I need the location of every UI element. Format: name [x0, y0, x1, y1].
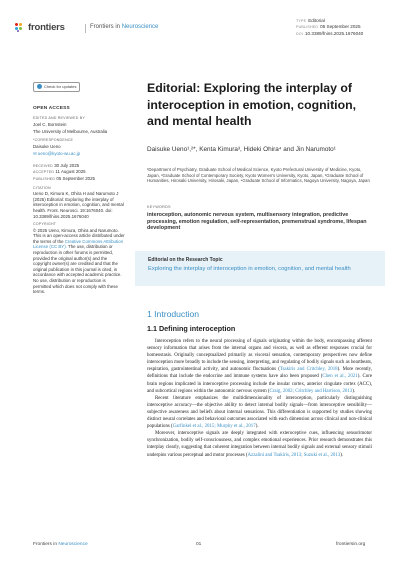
keywords-label: KEYWORDS	[147, 205, 171, 209]
received-value: 30 July 2025	[54, 162, 80, 168]
article-body	[147, 338, 372, 459]
received-date	[33, 163, 125, 170]
article-title: Editorial: Exploring the interplay of interoception in emotion, cognition, and mental health	[147, 81, 357, 128]
journal-prefix: Frontiers in	[90, 24, 122, 30]
accepted-date	[33, 169, 125, 176]
meta-type-value: Editorial	[308, 18, 325, 23]
editor-affiliation: The University of Melbourne, Australia	[33, 129, 108, 135]
paragraph-text: ). More recently, definitions that include the endocrine and immune systems have also been proposed (	[147, 367, 372, 380]
published-label: PUBLISHED	[33, 176, 56, 181]
check-updates-button[interactable]	[33, 82, 80, 92]
citation-link[interactable]: Craig, 2002; Critchley and Harrison, 2013	[269, 388, 353, 394]
citation-text: Ueno D, Kimura K, Ohira H and Narumoto J (2025) Editorial: Exploring the interplay of interoception in emotion, cognition, and mental health. Front. Neurosci. 19:1676040. doi: 10.3389/fnins.2025.1676040	[33, 191, 124, 219]
footer-website[interactable]: frontiersin.org	[336, 542, 366, 547]
check-updates-icon	[37, 84, 42, 89]
meta-published-label: PUBLISHED	[296, 25, 319, 30]
author-list: Daisuke Ueno¹,²*, Kenta Kimura³, Hideki Ohira⁴ and Jin Narumoto¹	[147, 146, 336, 153]
journal-title: Neuroscience	[121, 24, 159, 30]
paragraph-text: ).	[340, 452, 344, 458]
citation-link[interactable]: Azzalini and Tsakiris, 2013; Suzuki et al., 2013	[247, 452, 341, 458]
correspondence-label: *CORRESPONDENCE	[33, 137, 74, 142]
published-value: 05 September 2025	[56, 175, 95, 181]
paragraph	[147, 395, 372, 430]
copyright-text	[33, 228, 125, 295]
correspondence-name: Daisuke Ueno	[33, 143, 61, 149]
editor-name: Joel C. Bornstein	[33, 121, 67, 127]
citation-label: CITATION	[33, 185, 51, 190]
copyright-post: The use, distribution or reproduction in other forums is permitted, provided the original author(s) and the copyright owner(s) are credited and that the original publication in this journal is cited, in accordance with accepted academic practice. No use, distribution or reproduction is permitted which does not comply with these terms.	[33, 244, 122, 295]
research-topic-link[interactable]: Exploring the interplay of interoception in emotion, cognition, and mental health	[148, 266, 351, 272]
citation-link[interactable]: Garfinkel et al., 2015; Murphy et al., 2017	[172, 424, 256, 430]
correspondence-email[interactable]: ✉ ueno@kyoto-wu.ac.jp	[33, 151, 81, 157]
accepted-label: ACCEPTED	[33, 170, 55, 175]
paragraph-text: Moreover, interoceptive signals are deeply integrated with exteroceptive cues, influencing sensorimotor synchronization, bodily self-consciousness, and complex emotional experiences. Prior research demonstrates this interplay clearly, suggesting that coherent integration between internal bodily signals and external sensory stimuli underpins various perceptual and motor processes (	[147, 431, 372, 458]
citation-link[interactable]: Chen et al., 2021	[322, 374, 358, 380]
affiliations: ¹Department of Psychiatry, Graduate School of Medical Science, Kyoto Prefectural University of Medicine, Kyoto, Japan, ²Graduate School of Contemporary Society, Kyoto Women's University, Kyoto, Japan, ³Graduate School of Humanities, Hirosaki University, Hirosaki, Japan, ⁴Graduate School of Informatics, Nagoya University, Nagoya, Japan	[147, 167, 370, 184]
paragraph-text: ).	[255, 424, 259, 430]
paragraph-text: ).	[352, 388, 356, 394]
keywords: interoception, autonomic nervous system, multisensory integration, predictive processing, emotion regulation, self-representation, premenstrual syndrome, lifespan development	[147, 212, 367, 232]
page-number: 01	[196, 542, 202, 547]
meta-published-value: 05 September 2025	[320, 24, 361, 30]
section-heading: 1 Introduction	[147, 309, 200, 319]
citation-link[interactable]: Tsakiris and Critchley, 2018	[279, 367, 338, 373]
footer-journal-prefix: Frontiers in	[33, 542, 59, 547]
article-meta	[296, 18, 363, 37]
meta-doi-value: 10.3389/fnins.2025.1676040	[305, 30, 364, 36]
paragraph-text: Recent literature emphasizes the multidimensionality of interoception, particularly distinguishing interoceptive accuracy—the objective ability to detect internal bodily signals—from interoceptive sensibility—subjective awareness and beliefs about internal sensations. This differentiation is supported by studies showing distinct neural correlates and behavioral outcomes associated with each dimension across clinical and non-clinical populations (	[147, 395, 372, 430]
page-header	[0, 0, 400, 50]
frontiers-logo-icon	[15, 23, 25, 33]
open-access-label: OPEN ACCESS	[33, 105, 70, 111]
check-updates-label: Check for updates	[44, 84, 77, 89]
paragraph-text: Interoception refers to the neural processing of signals originating within the body, encompassing afferent sensory information that arises from the internal organs and viscera, as well as efferent responses crucial for homeostasis. Originally conceptualized primarily as visceral sensation, contemporary perspectives now define interoception more broadly to include the sensing, interpreting, and regulating of bodily signals such as heartbeats, respiration, gastrointestinal activity, and autonomic fluctuations (	[147, 339, 372, 373]
meta-doi[interactable]	[296, 31, 363, 37]
header-divider	[85, 24, 86, 33]
article-sidebar	[33, 82, 125, 297]
logo-text: frontiers	[28, 22, 65, 33]
accepted-value: 11 August 2025	[55, 169, 86, 175]
research-topic-box	[135, 251, 385, 286]
copyright-pre: © 2025 Ueno, Kimura, Ohira and Narumoto. This is an open-access article distributed under the terms of the	[33, 227, 125, 244]
footer-journal-name: Neuroscience	[58, 542, 88, 547]
research-topic-label: Editorial on the Research Topic	[148, 257, 223, 263]
paragraph	[147, 430, 372, 458]
cc-license-link[interactable]: Creative Commons Attribution License (CC BY).	[33, 238, 124, 250]
published-date	[33, 176, 125, 183]
edited-label: EDITED AND REVIEWED BY	[33, 116, 85, 121]
journal-name[interactable]	[90, 24, 158, 30]
frontiers-logo[interactable]	[15, 22, 65, 33]
meta-doi-label: DOI	[296, 31, 303, 36]
meta-type-label: TYPE	[296, 19, 307, 23]
received-label: RECEIVED	[33, 163, 53, 168]
copyright-label: COPYRIGHT	[33, 222, 57, 227]
paragraph	[147, 338, 372, 395]
footer-journal	[33, 542, 88, 547]
paragraph-text: ). Core brain regions implicated in interoceptive processing include the insular cortex, anterior cingulate cortex (ACC), and subcortical regions within the autonomic nervous system (	[147, 374, 372, 394]
subsection-heading: 1.1 Defining interoception	[147, 324, 236, 333]
